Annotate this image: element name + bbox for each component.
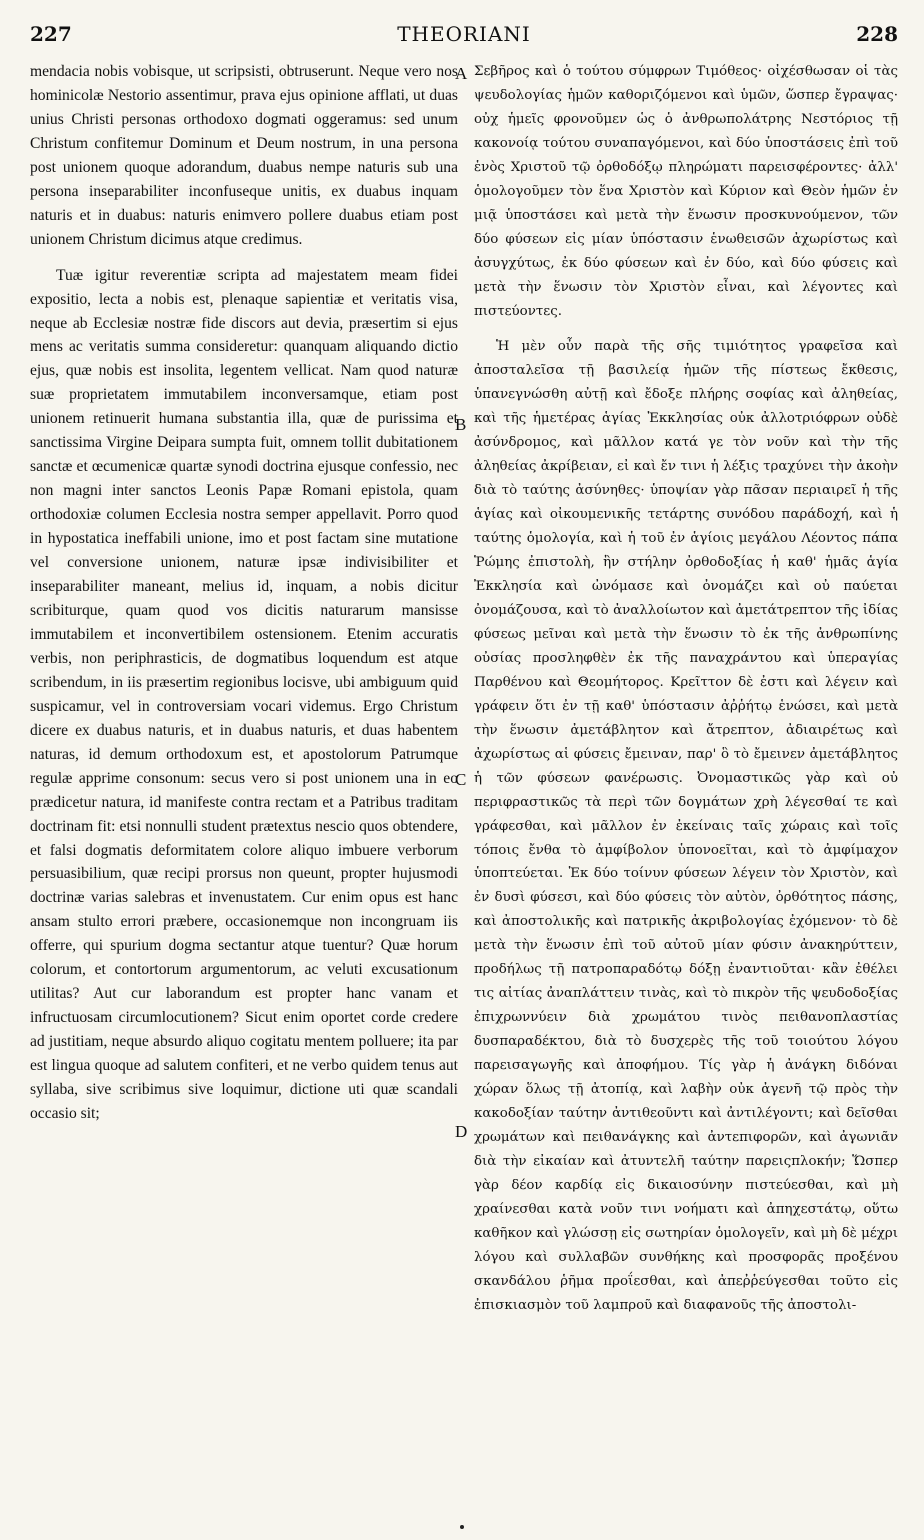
margin-marker-c: C xyxy=(455,770,467,789)
margin-marker-b: B xyxy=(455,415,467,434)
footer-dot xyxy=(460,1525,464,1529)
greek-column xyxy=(474,60,898,1520)
page-number-left: 227 xyxy=(30,22,72,46)
margin-marker-d: D xyxy=(455,1122,468,1141)
page-number-right: 228 xyxy=(856,22,898,46)
latin-paragraph-1: mendacia nobis vobisque, ut scripsisti, obtruserunt. Neque vero nos hominicolæ Nestorio assentimur, prava ejus opinione afflati, ut duas unius Christi personas orthodoxo dogmati oggeramus: sed unum Christum confitemur Dominum et Deum nostrum, in una persona post unionem quoque adorandum, duabus nempe naturis sub una persona inseparabiliter inconfuseque unitis, ex duabus inquam naturis et in duabus: naturis enimvero pollere duabus etiam post unionem Christum dicimus atque credimus. xyxy=(30,63,458,248)
latin-paragraph-2: Tuæ igitur reverentiæ scripta ad majestatem meam fidei expositio, lecta a nobis est, plenaque sapientiæ et veritatis visa, neque ab Ecclesiæ nostræ fide discors aut devia, præsertim si ejus mens ac veritatis summa consideretur: quanquam aliquando dictio ejus, quæ nobis est insolita, legentem vellicat. Nam quod naturæ suæ proprietatem immutabilem inconversamque, etiam post unionem retinuerit humana substantia illa, quæ de purissima et sanctissima Virgine Deipara sumpta fuit, omnem tollit dubitationem sanctæ et œcumenicæ quartæ synodi doctrina ejusque confessio, nec non magni inter sanctos Leonis Papæ Romani epistola, quam orthodoxiæ columen Ecclesia nostra semper appellavit. Porro quod in hypostatica ineffabili unione, imo et post factam sine mutatione vel conversione unionem, naturæ ipsæ indivisibiliter et inseparabiliter maneant, melius id, inquam, a nobis dicitur scribiturque, quam quod vos dicitis naturarum mansisse immutabilem et inconvertibilem ostensionem. Etenim accuratis verbis, non periphrasticis, de dogmatibus loquendum est atque scribendum, in iis præsertim regionibus locisve, ubi ambiguum quid suspicamur, vel in controversiam vocari videmus. Ergo Christum dicere ex duabus naturis, et in duabus naturis, et duas habentem naturas, id demum orthodoxum est, et apostolorum Patrumque regulæ apprime consonum: secus vero si post unionem una in eo prædicetur natura, id manifeste contra rectam et a Patribus traditam doctrinam fit: etsi nonnulli student prætextus nescio quos obtendere, et falsi dogmatis deformitatem colore aliquo imbuere verborum persuasibilium, quæ recipi prorsus non queunt, propter hujusmodi doctrinæ varias salebras et invenustatem. Cur enim opus est hanc ansam stulto errori præbere, occasionemque non incongruam iis offerre, qui spurium dogma sectantur atque tuentur? Quæ horum colorum, et contortorum argumentorum, ac veluti excusationum utilitas? Aut cur laborandum est propter hanc vanam et infructuosam circumlocutionem? Sicut enim oportet corde credere ad justitiam, neque absurdo aliquo cogitatu mentem polluere; ita par est lingua quoque ad salutem confiteri, et ne verbo quidem tenus aut syllaba, sive scribimus sive loquimur, dictione uti quæ scandali occasio sit; xyxy=(30,266,458,1122)
margin-marker-a: A xyxy=(455,64,468,83)
greek-paragraph-1: Σεβῆρος καὶ ὁ τούτου σύμφρων Τιμόθεος· οἰχέσθωσαν οἱ τὰς ψευδολογίας ἡμῶν καθοριζόμενοι καὶ ὑμῶν, ὥσπερ ἔγραψας· οὐχ ἡμεῖς φρονοῦμεν ὡς ὁ ἀνθρωπολάτρης Νεστόριος τῇ κακονοίᾳ τούτου συναπαγόμενοι, καὶ δύο ὑποστάσεις ἐπὶ τοῦ ἑνὸς Χριστοῦ τῷ ὀρθοδόξῳ πληρώματι παρεισφέροντες· ἀλλ' ὁμολογοῦμεν τὸν ἕνα Χριστὸν καὶ Κύριον καὶ Θεὸν ἡμῶν ἐν μιᾷ ὑποστάσει καὶ μετὰ τὴν ἕνωσιν προσκυνούμενον, τῶν δύο φύσεων εἰς μίαν ὑπόστασιν ἑνωθεισῶν ἀχωρίστως καὶ ἀσυγχύτως, ἐκ δύο φύσεων καὶ ἐν δύο, καὶ δύο φύσεις καὶ μετὰ τὴν ἕνωσιν τὸν Χριστὸν εἶναι, καὶ λέγοντες καὶ πιστεύοντες. xyxy=(474,64,898,319)
page-header xyxy=(30,22,898,62)
latin-column xyxy=(30,60,458,1520)
greek-paragraph-2: Ἡ μὲν οὖν παρὰ τῆς σῆς τιμιότητος γραφεῖσα καὶ ἀποσταλεῖσα τῇ βασιλείᾳ ἡμῶν τῆς πίστεως ἔκθεσις, ὑπανεγνώσθη αὐτῇ καὶ ἔδοξε πλήρης σοφίας καὶ ἀληθείας, καὶ τῆς ἡμετέρας ἁγίας Ἐκκλησίας οὐκ ἀλλοτριόφρων οὐδὲ ἀσύνδρομος, καὶ μᾶλλον κατά γε τὸν νοῦν καὶ τὴν τῆς ἀληθείας ἀκρίβειαν, εἰ καὶ ἔν τινι ἡ λέξις τραχύνει τὴν ἀκοὴν διὰ τὸ ταύτης ἀσύνηθες· ὑποψίαν γὰρ πᾶσαν περιαιρεῖ ἡ τῆς ἁγίας καὶ οἰκουμενικῆς τετάρτης συνόδου παράδοχή, καὶ ἡ ταύτης ὁμολογία, καὶ ἡ τοῦ ἐν ἁγίοις μεγάλου Λέοντος πάπα Ῥώμης ἐπιστολὴ, ἣν στήλην ὀρθοδοξίας ἡ καθ' ἡμᾶς ἁγία Ἐκκλησία καὶ ὠνόμασε καὶ ὀνομάζει καὶ οὐ παύεται ὀνομάζουσα, καὶ τὸ ἀναλλοίωτον καὶ ἀμετάτρεπτον τῆς ἰδίας φύσεως μεῖναι καὶ μετὰ τὴν ἕνωσιν τὸ ἐκ τῆς ἀνθρωπίνης οὐσίας προσληφθὲν ἐκ τῆς παναχράντου καὶ ὑπεραγίας Παρθένου καὶ Θεομήτορος. Κρεῖττον δὲ ἐστι καὶ λέγειν καὶ γράφειν ὅτι ἐν τῇ καθ' ὑπόστασιν ἀῤῥήτῳ ἑνώσει, καὶ μετὰ τὴν ἕνωσιν ἀμετάβλητον καὶ ἄτρεπτον, ἀδιαιρέτως καὶ ἀχωρίστως αἱ φύσεις ἔμειναν, παρ' ὃ τὸ ἔμεινεν ἀμετάβλητος ἡ τῶν φύσεων φανέρωσις. Ὀνομαστικῶς γὰρ καὶ οὐ περιφραστικῶς τὰ περὶ τῶν δογμάτων χρὴ λέγεσθαί τε καὶ γράφεσθαι, καὶ μᾶλλον ἐν ἐκείναις ταῖς χώραις καὶ τοῖς τόποις ἔνθα τὸ ἀμφίβολον ὑπονοεῖται, καὶ τὸ ἀμφίμαχον ὑποπτεύεται. Ἐκ δύο τοίνυν φύσεων λέγειν τὸν Χριστὸν, καὶ ἐν δυσὶ φύσεσι, καὶ δύο φύσεις τὸν αὐτὸν, ὀρθότητος πάσης, καὶ ἀποστολικῆς καὶ πατρικῆς ἀκριβολογίας ἐχόμενον· τὸ δὲ μετὰ τὴν ἕνωσιν ἐπὶ τοῦ αὐτοῦ μίαν φύσιν ἀνακηρύττειν, προδήλως τῇ πατροπαραδότῳ δόξῃ ἐναντιοῦται· κἂν ἐθέλει τις αἰτίας ἀναπλάττειν τινὰς, καὶ τὸ πικρὸν τῆς ψευδοδοξίας ἐπιχρωννύειν διὰ χρωμάτου τινὸς πειθανοπλαστίας δυσπαραδέκτου, διὰ τὸ δυσχερὲς τῆς τοῦ τοιούτου λόγου παρεισαγωγῆς καὶ ἀποφήμου. Τίς γὰρ ἡ ἀνάγκη διδόναι χώραν ὅλως τῇ ἀτοπίᾳ, καὶ λαβὴν οὐκ ἀγενῆ τῷ πρὸς τὴν κακοδοξίαν ταύτην ἀντιθεοῦντι καὶ ἀντιλέγοντι; καὶ δεῖσθαι χρωμάτων καὶ πειθανάγκης καὶ ἀντεπιφορῶν, καὶ ἀγωνιᾶν διὰ τὴν εἰκαίαν καὶ ἀτυντελῆ ταύτην παρειςπλοκήν; Ὥσπερ γὰρ δέον καρδίᾳ εἰς δικαιοσύνην πιστεύεσθαι, καὶ μὴ χραίνεσθαι κατὰ νοῦν τινι νοήματι καὶ ἀπηχεστάτῳ, οὕτω καθῆκον καὶ γλώσσῃ εἰς σωτηρίαν ὁμολογεῖν, καὶ μὴ δὲ μέχρι λόγου καὶ συλλαβῶν συνθήκης καὶ προσφορᾶς προξένου σκανδάλου ῥῆμα προΐεσθαι, καὶ ἀπεῤῥεύγεσθαι τοῦτο εἰς ἐπισκιασμὸν τοῦ λαμπροῦ καὶ διαφανοῦς τῆς ἀποστολι- xyxy=(474,339,898,1313)
running-title: THEORIANI xyxy=(397,22,531,46)
